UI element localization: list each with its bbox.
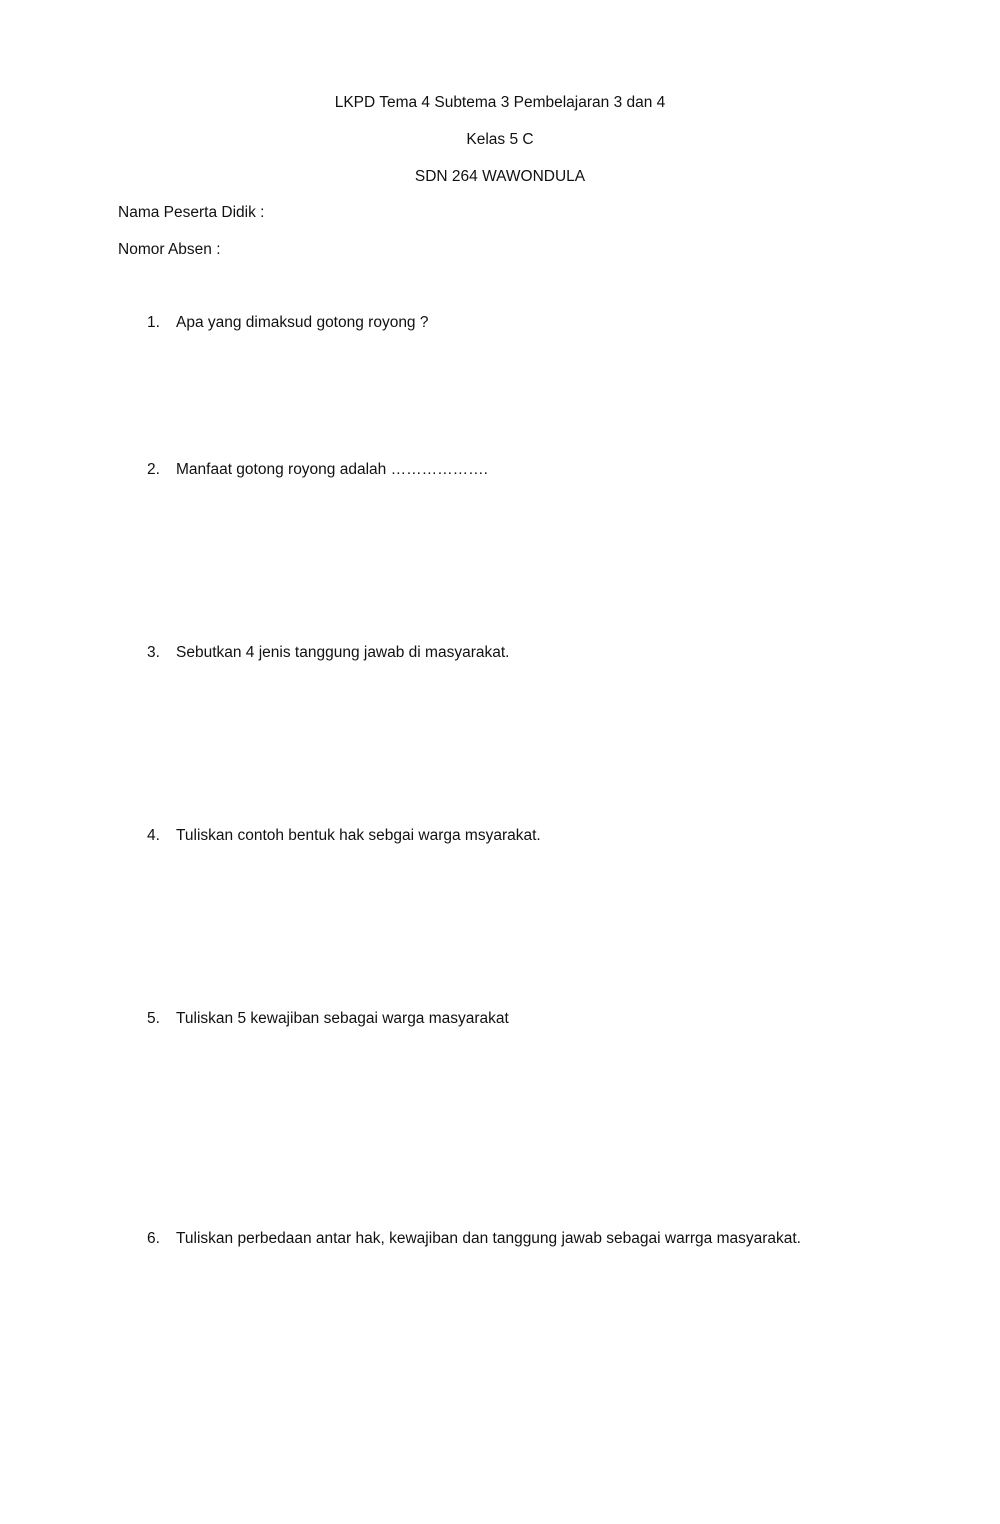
question-number: 1. [147,314,160,331]
absence-number-label: Nomor Absen : [118,241,221,258]
question-number: 6. [147,1230,160,1247]
class-label: Kelas 5 C [466,131,534,148]
question-number: 3. [147,644,160,661]
question-number: 5. [147,1010,160,1027]
question-text: Sebutkan 4 jenis tanggung jawab di masyarakat. [176,644,510,661]
question-text: Tuliskan 5 kewajiban sebagai warga masyarakat [176,1010,509,1027]
page-title: LKPD Tema 4 Subtema 3 Pembelajaran 3 dan 4 [334,94,666,111]
school-name: SDN 264 WAWONDULA [414,168,586,185]
question-text: Tuliskan contoh bentuk hak sebgai warga msyarakat. [176,827,541,844]
question-number: 4. [147,827,160,844]
question-text: Tuliskan perbedaan antar hak, kewajiban dan tanggung jawab sebagai warrga masyarakat. [176,1230,801,1247]
question-number: 2. [147,461,160,478]
question-text: Manfaat gotong royong adalah ………………. [176,461,488,478]
question-text: Apa yang dimaksud gotong royong ? [176,314,429,331]
student-name-label: Nama Peserta Didik : [118,204,265,221]
